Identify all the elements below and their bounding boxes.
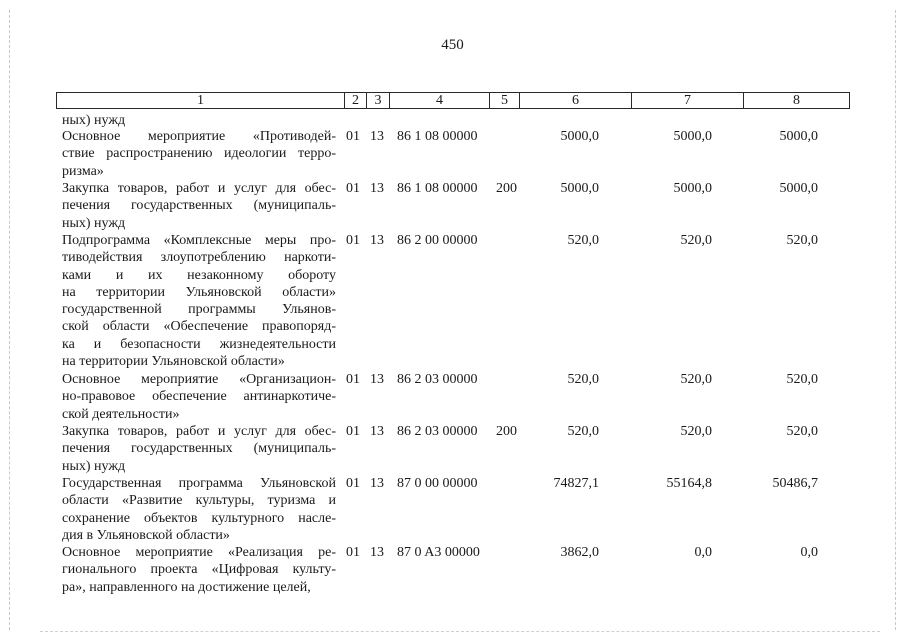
header-col-2: 2 bbox=[344, 93, 366, 108]
row-name bbox=[62, 180, 336, 232]
cell-target-code: 87 0 A3 00000 bbox=[397, 545, 480, 560]
row-name-line: печения государственных (муниципаль- bbox=[62, 198, 336, 214]
row-name-line: гионального проекта «Цифровая культу- bbox=[62, 562, 336, 578]
row-name-line: но-правовое обеспечение антинаркотиче- bbox=[62, 389, 336, 405]
row-name bbox=[62, 423, 336, 475]
cell-amount-1: 3862,0 bbox=[560, 545, 599, 560]
cell-target-code: 87 0 00 00000 bbox=[397, 476, 478, 491]
header-col-7: 7 bbox=[631, 93, 743, 108]
row-name bbox=[62, 128, 336, 180]
row-name-line: ской области «Обеспечение правопоряд- bbox=[62, 319, 336, 335]
cell-section: 01 bbox=[346, 233, 360, 248]
cell-target-code: 86 1 08 00000 bbox=[397, 129, 478, 144]
row-name-line: сохранение объектов культурного насле- bbox=[62, 510, 336, 526]
cell-amount-1: 520,0 bbox=[567, 233, 599, 248]
row-name bbox=[62, 475, 336, 544]
header-col-3: 3 bbox=[366, 93, 389, 108]
cell-target-code: 86 2 03 00000 bbox=[397, 372, 478, 387]
row-name-line: ных) нужд bbox=[62, 458, 126, 474]
row-name-line: Основное мероприятие «Организацион- bbox=[62, 372, 336, 387]
row-name-line: на территории Ульяновской области» bbox=[62, 284, 336, 300]
scan-edge-right bbox=[895, 10, 896, 630]
cell-subsection: 13 bbox=[370, 181, 384, 196]
cell-amount-2: 0,0 bbox=[694, 545, 712, 560]
cell-amount-3: 5000,0 bbox=[779, 129, 818, 144]
row-name bbox=[62, 371, 336, 423]
cell-subsection: 13 bbox=[370, 233, 384, 248]
cell-amount-1: 5000,0 bbox=[560, 181, 599, 196]
row-name-line: печения государственных (муниципаль- bbox=[62, 441, 336, 457]
row-name-line: ных) нужд bbox=[62, 215, 126, 231]
row-name bbox=[62, 232, 336, 370]
header-col-8: 8 bbox=[743, 93, 849, 108]
cell-amount-3: 520,0 bbox=[786, 424, 818, 439]
row-name-line: Закупка товаров, работ и услуг для обес- bbox=[62, 181, 336, 196]
cell-expense-type: 200 bbox=[496, 181, 517, 196]
cell-amount-1: 5000,0 bbox=[560, 129, 599, 144]
cell-subsection: 13 bbox=[370, 476, 384, 491]
row-name bbox=[62, 544, 336, 596]
cell-target-code: 86 1 08 00000 bbox=[397, 181, 478, 196]
cell-section: 01 bbox=[346, 181, 360, 196]
scan-edge-bottom bbox=[40, 631, 880, 632]
cell-amount-3: 50486,7 bbox=[772, 476, 818, 491]
row-name-line: ризма» bbox=[62, 163, 104, 179]
cell-subsection: 13 bbox=[370, 129, 384, 144]
cell-amount-3: 520,0 bbox=[786, 233, 818, 248]
row-name-line: ской деятельности» bbox=[62, 406, 180, 422]
cell-section: 01 bbox=[346, 129, 360, 144]
header-col-1: 1 bbox=[197, 93, 204, 108]
row-name-line: на территории Ульяновской области» bbox=[62, 354, 285, 370]
cell-target-code: 86 2 03 00000 bbox=[397, 424, 478, 439]
cell-subsection: 13 bbox=[370, 372, 384, 387]
cell-section: 01 bbox=[346, 476, 360, 491]
cell-amount-3: 0,0 bbox=[800, 545, 818, 560]
row-name-line: тиводействия злоупотреблению наркоти- bbox=[62, 250, 336, 266]
row-name-line: Основное мероприятие «Противодей- bbox=[62, 129, 336, 144]
cell-expense-type: 200 bbox=[496, 424, 517, 439]
cell-section: 01 bbox=[346, 545, 360, 560]
row-name-line: государственной программы Ульянов- bbox=[62, 302, 336, 318]
header-col-5: 5 bbox=[489, 93, 519, 108]
row-name-line: области «Развитие культуры, туризма и bbox=[62, 493, 336, 509]
cell-amount-2: 5000,0 bbox=[673, 129, 712, 144]
cell-section: 01 bbox=[346, 424, 360, 439]
cell-amount-1: 74827,1 bbox=[553, 476, 599, 491]
row-name-line: Подпрограмма «Комплексные меры про- bbox=[62, 233, 336, 248]
header-col-4: 4 bbox=[389, 93, 489, 108]
row-name-line: Государственная программа Ульяновской bbox=[62, 476, 336, 491]
cell-amount-3: 5000,0 bbox=[779, 181, 818, 196]
row-name-line: ра», направленного на достижение целей, bbox=[62, 579, 311, 595]
page-number: 450 bbox=[441, 37, 464, 53]
row-name-line: ствие распространению идеологии терро- bbox=[62, 146, 336, 162]
cell-amount-1: 520,0 bbox=[567, 372, 599, 387]
row-name-line: дия в Ульяновской области» bbox=[62, 527, 230, 543]
cell-subsection: 13 bbox=[370, 545, 384, 560]
table-header bbox=[56, 92, 850, 109]
cell-section: 01 bbox=[346, 372, 360, 387]
row-name-line: ками и их незаконному обороту bbox=[62, 267, 336, 283]
row-name-line: ка и безопасности жизнедеятельности bbox=[62, 336, 336, 352]
cell-amount-2: 520,0 bbox=[680, 372, 712, 387]
scan-edge-left bbox=[9, 10, 10, 630]
row-name bbox=[62, 112, 336, 129]
cell-amount-2: 55164,8 bbox=[666, 476, 712, 491]
row-name-line: Закупка товаров, работ и услуг для обес- bbox=[62, 424, 336, 439]
cell-subsection: 13 bbox=[370, 424, 384, 439]
row-name-line: ных) нужд bbox=[62, 113, 126, 128]
cell-target-code: 86 2 00 00000 bbox=[397, 233, 478, 248]
cell-amount-1: 520,0 bbox=[567, 424, 599, 439]
cell-amount-2: 520,0 bbox=[680, 424, 712, 439]
cell-amount-2: 520,0 bbox=[680, 233, 712, 248]
row-name-line: Основное мероприятие «Реализация ре- bbox=[62, 545, 336, 560]
cell-amount-2: 5000,0 bbox=[673, 181, 712, 196]
cell-amount-3: 520,0 bbox=[786, 372, 818, 387]
header-col-6: 6 bbox=[519, 93, 631, 108]
